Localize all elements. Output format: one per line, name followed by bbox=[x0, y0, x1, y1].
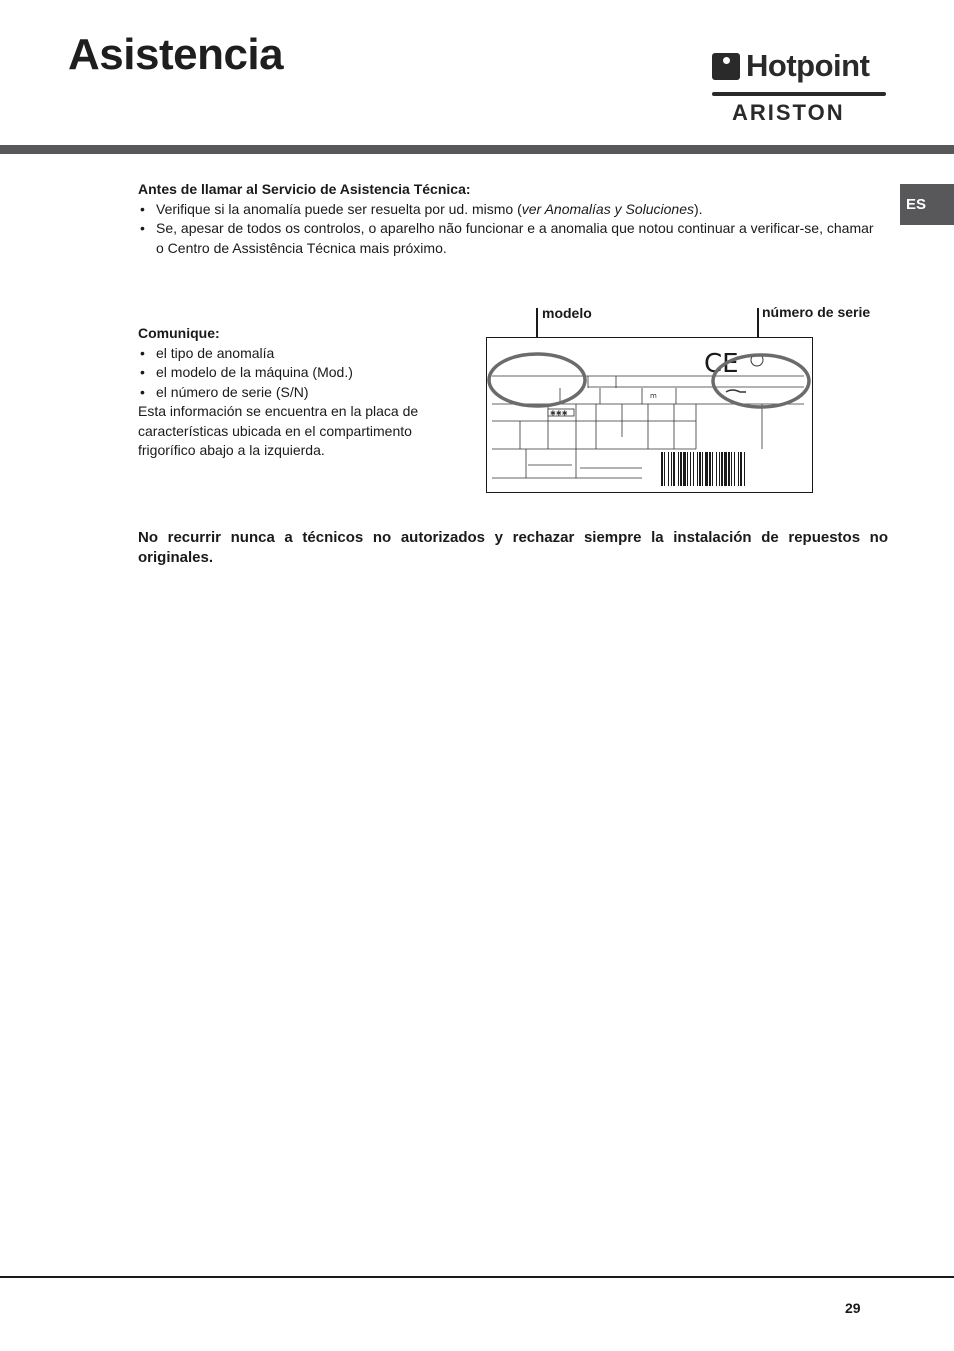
communicate-note: Esta información se encuentra en la placa de características ubicada en el compartimento frigorífico abajo a la izquierda. bbox=[138, 403, 419, 458]
before-call-section bbox=[138, 180, 878, 258]
list-item bbox=[138, 200, 878, 220]
logo-square-icon bbox=[712, 53, 740, 80]
logo-brand-ariston: ARISTON bbox=[732, 100, 845, 125]
label-serial-number: número de serie bbox=[762, 304, 871, 320]
plate-frame bbox=[487, 338, 813, 493]
communicate-heading: Comunique: bbox=[138, 325, 220, 341]
list-item: • el modelo de la máquina (Mod.) bbox=[138, 363, 468, 383]
brand-logo bbox=[712, 50, 888, 130]
list-item: • el número de serie (S/N) bbox=[138, 383, 468, 403]
rating-plate-diagram bbox=[486, 300, 816, 500]
ce-mark-icon: CE bbox=[704, 349, 739, 379]
page-title: Asistencia bbox=[68, 30, 284, 79]
header-band bbox=[0, 145, 954, 154]
svg-text:m: m bbox=[650, 392, 657, 400]
bullet-italic-reference: ver Anomalías y Soluciones bbox=[521, 200, 694, 217]
before-call-list bbox=[138, 200, 878, 259]
language-tab: ES bbox=[900, 184, 954, 225]
before-call-heading: Antes de llamar al Servicio de Asistencia Técnica: bbox=[138, 181, 471, 197]
list-item: • el tipo de anomalía bbox=[138, 344, 468, 364]
warning-text: No recurrir nunca a técnicos no autorizados y rechazar siempre la instalación de repuestos no originales. bbox=[138, 529, 888, 566]
communicate-list bbox=[138, 344, 468, 403]
footer-rule bbox=[0, 1276, 954, 1278]
communicate-section bbox=[138, 324, 468, 461]
bullet-text: Verifique si la anomalía puede ser resuelta por ud. mismo ( bbox=[156, 200, 522, 217]
logo-divider bbox=[712, 92, 886, 96]
list-item: • Se, apesar de todos os controlos, o aparelho não funcionar e a anomalia que notou continuar a verificar-se, chamar o Centro de Assistência Técnica mais próximo. bbox=[138, 219, 878, 258]
svg-text:✱✱✱: ✱✱✱ bbox=[550, 409, 568, 418]
page-number: 29 bbox=[845, 1300, 861, 1316]
bullet-text-suffix: ). bbox=[693, 200, 703, 217]
label-model: modelo bbox=[542, 305, 592, 321]
logo-brand-hotpoint: Hotpoint bbox=[746, 48, 870, 83]
